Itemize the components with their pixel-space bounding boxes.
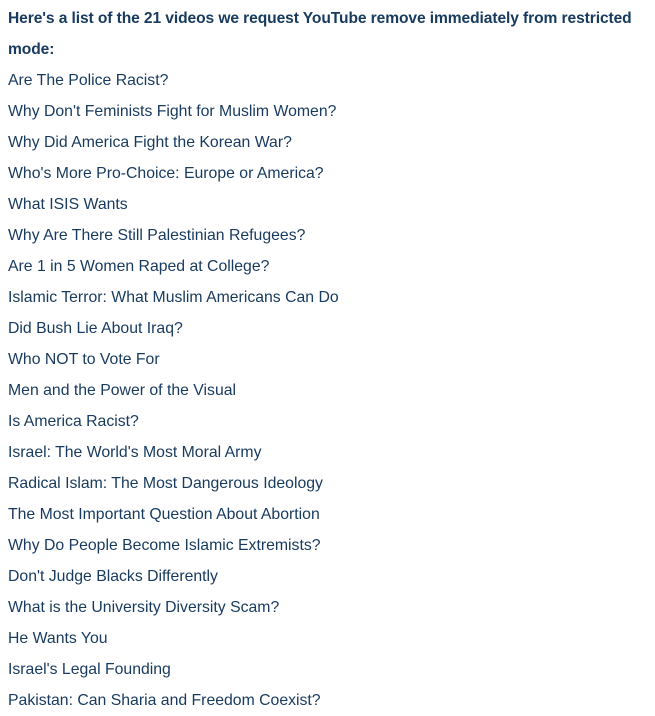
video-title: Israel's Legal Founding	[8, 661, 171, 678]
video-title: Who NOT to Vote For	[8, 351, 160, 368]
video-title: Don't Judge Blacks Differently	[8, 568, 218, 585]
video-title: What ISIS Wants	[8, 196, 128, 213]
video-title: Are The Police Racist?	[8, 72, 169, 89]
video-title: Pakistan: Can Sharia and Freedom Coexist?	[8, 692, 321, 709]
video-title: Why Are There Still Palestinian Refugees?	[8, 227, 306, 244]
video-title: Why Did America Fight the Korean War?	[8, 134, 292, 151]
video-title: Who's More Pro-Choice: Europe or America?	[8, 165, 324, 182]
video-title: Israel: The World's Most Moral Army	[8, 444, 262, 461]
video-title: Is America Racist?	[8, 413, 139, 430]
video-title: Are 1 in 5 Women Raped at College?	[8, 258, 270, 275]
video-title: He Wants You	[8, 630, 108, 647]
video-list	[8, 65, 653, 716]
video-title: Radical Islam: The Most Dangerous Ideology	[8, 475, 323, 492]
video-title: What is the University Diversity Scam?	[8, 599, 280, 616]
video-title: Why Don't Feminists Fight for Muslim Women?	[8, 103, 337, 120]
video-title: Why Do People Become Islamic Extremists?	[8, 537, 321, 554]
document-body	[8, 3, 653, 716]
video-title: Islamic Terror: What Muslim Americans Can Do	[8, 289, 339, 306]
intro-heading: Here's a list of the 21 videos we request YouTube remove immediately from restricted mode:	[8, 10, 632, 58]
video-title: Did Bush Lie About Iraq?	[8, 320, 183, 337]
video-title: Men and the Power of the Visual	[8, 382, 237, 399]
video-title: The Most Important Question About Abortion	[8, 506, 320, 523]
